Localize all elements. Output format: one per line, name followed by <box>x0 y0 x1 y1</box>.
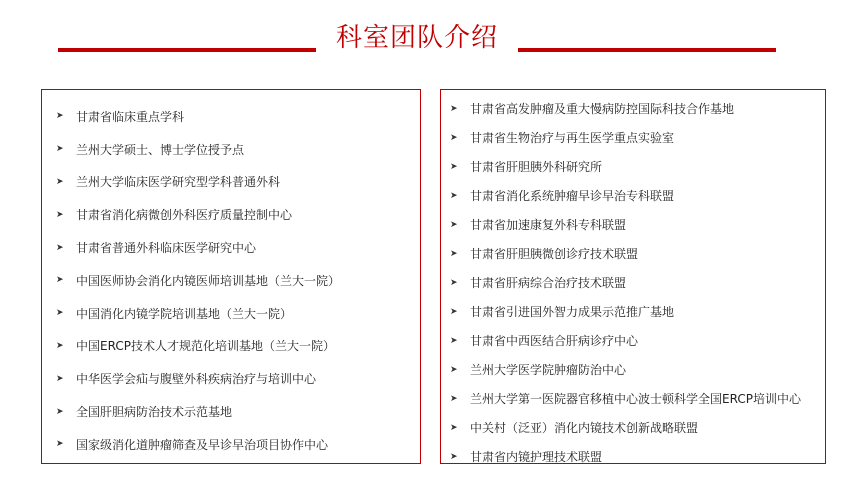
arrow-bullet-icon: ➤ <box>56 406 64 417</box>
list-item <box>441 239 825 268</box>
list-item-label: 甘肃省临床重点学科 <box>76 109 185 124</box>
arrow-bullet-icon: ➤ <box>450 103 458 114</box>
list-item <box>441 384 825 413</box>
list-item <box>42 330 420 363</box>
arrow-bullet-icon: ➤ <box>450 335 458 346</box>
arrow-bullet-icon: ➤ <box>450 306 458 317</box>
list-item-label: 兰州大学硕士、博士学位授予点 <box>76 142 245 157</box>
right-item-list <box>441 94 825 471</box>
list-item <box>441 413 825 442</box>
list-item <box>441 152 825 181</box>
arrow-bullet-icon: ➤ <box>56 242 64 253</box>
list-item <box>42 133 420 166</box>
list-item <box>42 198 420 231</box>
left-item-list <box>42 100 420 461</box>
list-item-label: 中国消化内镜学院培训基地（兰大一院） <box>76 306 293 321</box>
list-item-label: 兰州大学第一医院器官移植中心波士顿科学全国ERCP培训中心 <box>470 392 801 406</box>
arrow-bullet-icon: ➤ <box>450 277 458 288</box>
page-title: 科室团队介绍 <box>335 23 498 53</box>
arrow-bullet-icon: ➤ <box>56 111 64 122</box>
list-item <box>42 297 420 330</box>
list-item <box>42 395 420 428</box>
list-item-label: 全国肝胆病防治技术示范基地 <box>76 405 233 420</box>
list-item-label: 甘肃省消化系统肿瘤早诊早治专科联盟 <box>470 189 675 203</box>
arrow-bullet-icon: ➤ <box>450 161 458 172</box>
list-item-label: 甘肃省肝胆胰微创诊疗技术联盟 <box>470 247 639 261</box>
title-divider-right <box>518 48 776 52</box>
list-item <box>441 355 825 384</box>
list-item <box>42 362 420 395</box>
title-divider-left <box>58 48 316 52</box>
list-item <box>441 94 825 123</box>
list-item-label: 甘肃省消化病微创外科医疗质量控制中心 <box>76 208 293 223</box>
arrow-bullet-icon: ➤ <box>450 364 458 375</box>
list-item <box>441 268 825 297</box>
list-item-label: 甘肃省引进国外智力成果示范推广基地 <box>470 305 675 319</box>
list-item <box>441 210 825 239</box>
list-item-label: 兰州大学医学院肿瘤防治中心 <box>470 363 627 377</box>
list-item-label: 甘肃省内镜护理技术联盟 <box>470 450 603 464</box>
list-item-label: 中国医师协会消化内镜医师培训基地（兰大一院） <box>76 273 341 288</box>
arrow-bullet-icon: ➤ <box>56 439 64 450</box>
list-item-label: 中国ERCP技术人才规范化培训基地（兰大一院） <box>76 339 335 354</box>
list-item <box>441 297 825 326</box>
arrow-bullet-icon: ➤ <box>450 248 458 259</box>
list-item <box>441 442 825 471</box>
list-item <box>42 264 420 297</box>
arrow-bullet-icon: ➤ <box>450 190 458 201</box>
list-item <box>441 326 825 355</box>
list-item-label: 甘肃省中西医结合肝病诊疗中心 <box>470 334 639 348</box>
list-item <box>441 181 825 210</box>
arrow-bullet-icon: ➤ <box>450 219 458 230</box>
list-item <box>42 166 420 199</box>
left-panel <box>41 89 421 464</box>
arrow-bullet-icon: ➤ <box>56 308 64 319</box>
list-item-label: 甘肃省肝病综合治疗技术联盟 <box>470 276 627 290</box>
arrow-bullet-icon: ➤ <box>56 275 64 286</box>
arrow-bullet-icon: ➤ <box>56 176 64 187</box>
arrow-bullet-icon: ➤ <box>56 340 64 351</box>
header <box>0 0 848 80</box>
arrow-bullet-icon: ➤ <box>450 451 458 462</box>
list-item-label: 兰州大学临床医学研究型学科普通外科 <box>76 175 281 190</box>
list-item <box>42 428 420 461</box>
list-item <box>42 231 420 264</box>
arrow-bullet-icon: ➤ <box>56 373 64 384</box>
list-item-label: 中关村（泛亚）消化内镜技术创新战略联盟 <box>470 421 699 435</box>
right-panel <box>440 89 826 464</box>
list-item-label: 甘肃省高发肿瘤及重大慢病防控国际科技合作基地 <box>470 102 735 116</box>
arrow-bullet-icon: ➤ <box>450 393 458 404</box>
list-item-label: 国家级消化道肿瘤筛查及早诊早治项目协作中心 <box>76 437 329 452</box>
list-item-label: 甘肃省肝胆胰外科研究所 <box>470 160 603 174</box>
list-item-label: 甘肃省普通外科临床医学研究中心 <box>76 241 257 256</box>
list-item-label: 中华医学会疝与腹壁外科疾病治疗与培训中心 <box>76 372 317 387</box>
arrow-bullet-icon: ➤ <box>450 132 458 143</box>
list-item <box>441 123 825 152</box>
arrow-bullet-icon: ➤ <box>56 209 64 220</box>
arrow-bullet-icon: ➤ <box>450 422 458 433</box>
list-item-label: 甘肃省生物治疗与再生医学重点实验室 <box>470 131 675 145</box>
list-item <box>42 100 420 133</box>
arrow-bullet-icon: ➤ <box>56 144 64 155</box>
list-item-label: 甘肃省加速康复外科专科联盟 <box>470 218 627 232</box>
